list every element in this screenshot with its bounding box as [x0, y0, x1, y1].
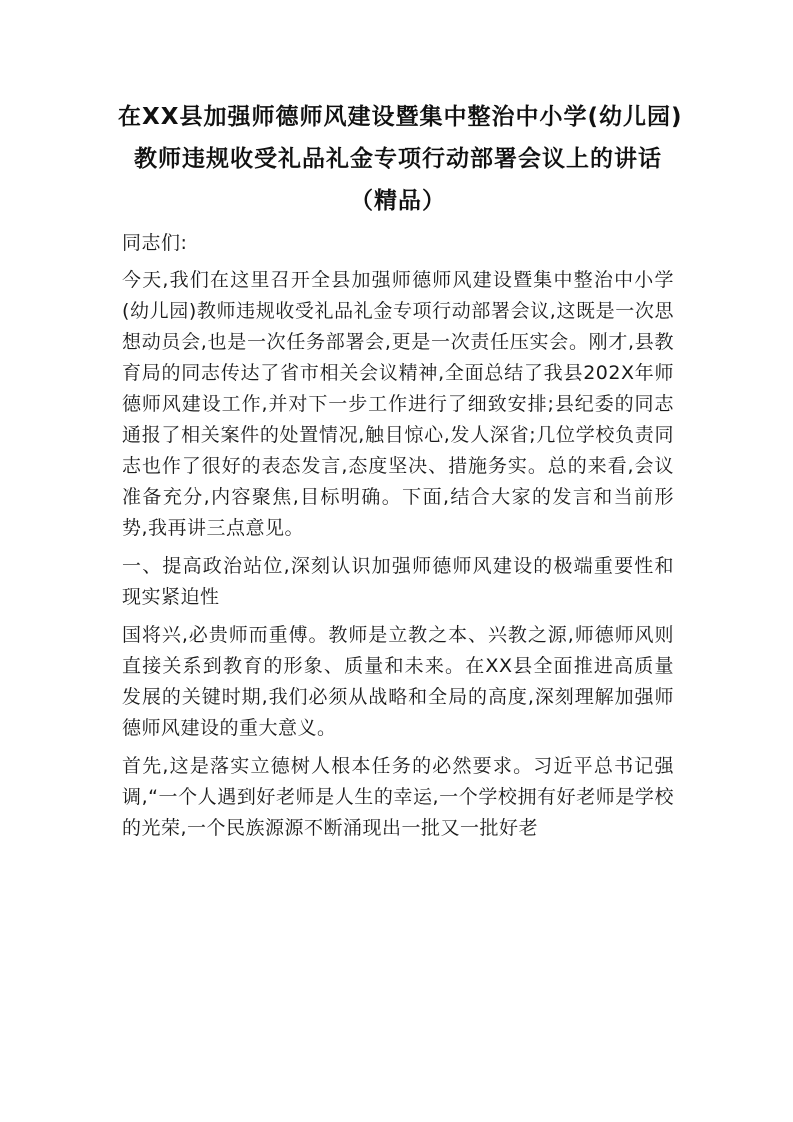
greeting: 同志们: — [122, 232, 188, 254]
paragraph-opening: 今天,我们在这里召开全县加强师德师风建设暨集中整治中小学(幼儿园)教师违规收受礼品礼金专项行动部署会议,这既是一次思想动员会,也是一次任务部署会,更是一次责任压实会。刚才,县教育局的同志传达了省市相关会议精神,全面总结了我县202X年师德师风建设工作,并对下一步工作进行了细致安排;县纪委的同志通报了相关案件的处置情况,触目惊心,发人深省;几位学校负责同志也作了很好的表态发言,态度坚决、措施务实。总的来看,会议准备充分,内容聚焦,目标明确。下面,结合大家的发言和当前形势,我再讲三点意见。 — [122, 269, 674, 539]
title-line-2: 教师违规收受礼品礼金专项行动部署会议上的讲话 — [134, 146, 662, 172]
paragraph-first-point: 首先,这是落实立德树人根本任务的必然要求。习近平总书记强调,“一个人遇到好老师是人生的幸运,一个学校拥有好老师是学校的光荣,一个民族源源不断涌现出一批又一批好老 — [122, 755, 674, 839]
document-body — [122, 228, 674, 851]
title-line-3: （精品） — [350, 188, 446, 214]
paragraph-section-1: 国将兴,必贵师而重傅。教师是立教之本、兴教之源,师德师风则直接关系到教育的形象、质量和未来。在XX县全面推进高质量发展的关键时期,我们必须从战略和全局的高度,深刻理解加强师德师风建设的重大意义。 — [122, 624, 674, 739]
title-line-1: 在XX县加强师德师风建设暨集中整治中小学(幼儿园) — [118, 104, 683, 130]
section-heading-1: 一、提高政治站位,深刻认识加强师德师风建设的极端重要性和现实紧迫性 — [122, 555, 674, 608]
document-title — [118, 96, 683, 222]
